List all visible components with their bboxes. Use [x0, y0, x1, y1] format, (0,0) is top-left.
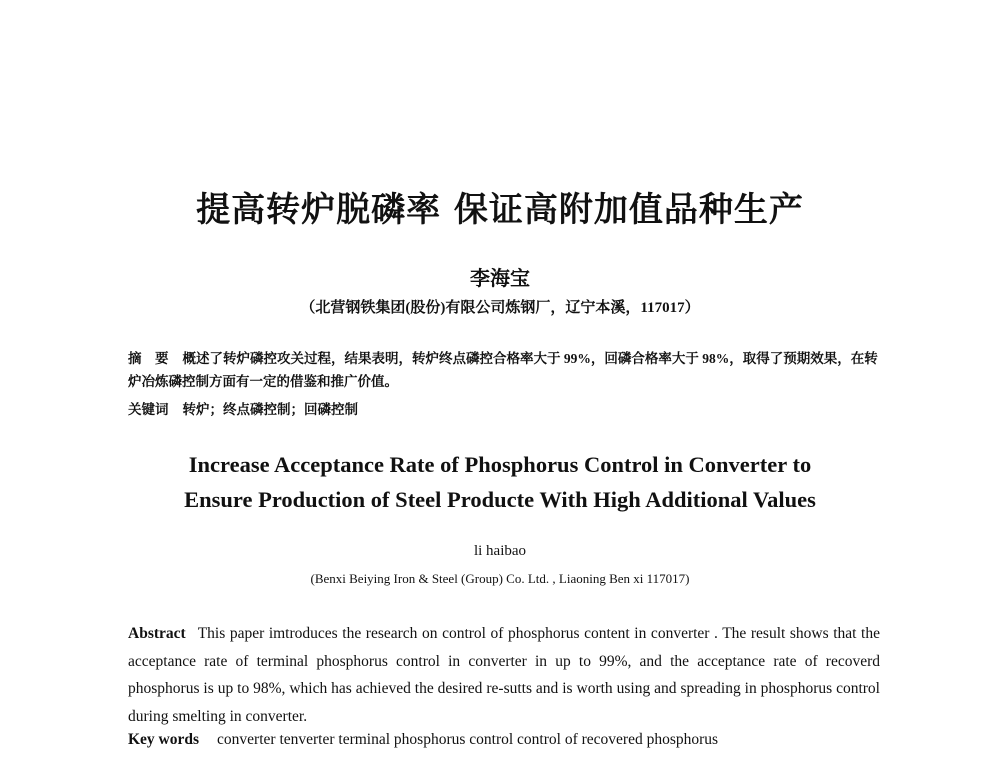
chinese-keywords-label: 关键词	[128, 402, 169, 417]
english-author: li haibao	[473, 543, 527, 559]
chinese-abstract-label: 摘 要	[128, 351, 169, 366]
english-abstract	[128, 620, 880, 730]
chinese-abstract	[128, 347, 888, 393]
english-keywords-text: converter tenverter terminal phosphorus control control of recovered phosphorus	[217, 731, 719, 748]
english-title-line-2: Ensure Production of Steel Producte With High Additional Values	[184, 487, 816, 512]
english-title-line-1: Increase Acceptance Rate of Phosphorus Control in Converter to	[188, 452, 812, 477]
chinese-author: 李海宝	[470, 268, 530, 290]
chinese-title: 提高转炉脱磷率 保证高附加值品种生产	[196, 190, 804, 230]
chinese-keywords-text: 转炉；终点磷控制；回磷控制	[182, 402, 358, 417]
english-keywords	[128, 731, 888, 749]
english-abstract-text: This paper imtroduces the research on control of phosphorus content in converter . The result shows that the acceptance rate of terminal phosphorus control in converter in up to 99%, and the acceptance rate of recoverd phosphorus is up to 98%, which has achieved the desired re-sutts and is worth using and spreading in phosphorus control during smelting in converter.	[128, 625, 880, 725]
chinese-affiliation: （北营钢铁集团(股份)有限公司炼钢厂，辽宁本溪，117017）	[300, 300, 700, 316]
chinese-keywords	[128, 398, 888, 418]
english-affiliation: (Benxi Beiying Iron & Steel (Group) Co. Ltd. , Liaoning Ben xi 117017)	[310, 571, 690, 586]
english-abstract-label: Abstract	[128, 625, 186, 642]
english-title	[0, 447, 1000, 517]
english-keywords-label: Key words	[128, 731, 200, 748]
chinese-abstract-text: 概述了转炉磷控攻关过程，结果表明，转炉终点磷控合格率大于 99%，回磷合格率大于 98%，取得了预期效果，在转炉冶炼磷控制方面有一定的借鉴和推广价值。	[128, 351, 878, 389]
